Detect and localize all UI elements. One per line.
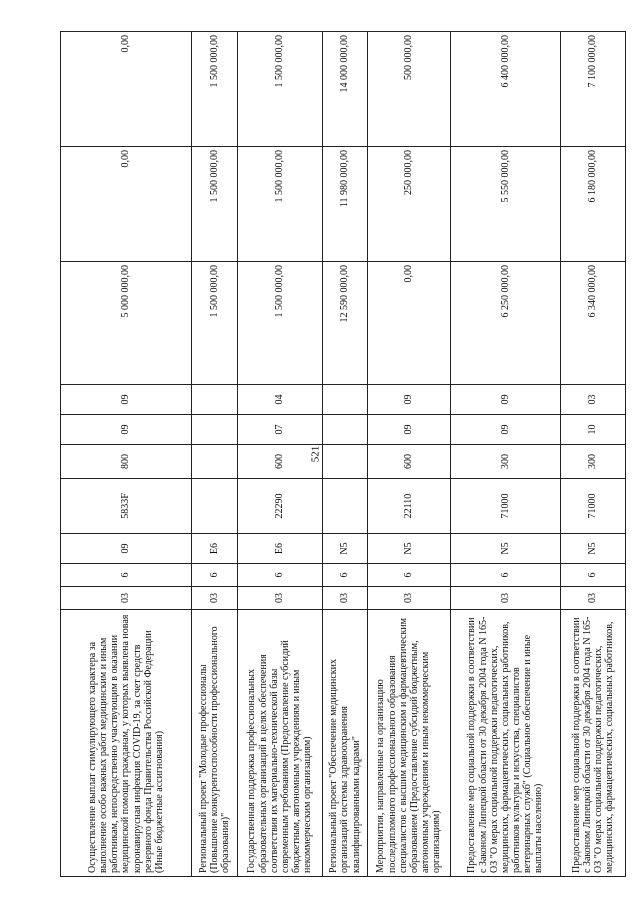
row-value-3: 1 500 000,00 [192, 32, 238, 147]
table-row [323, 32, 368, 877]
row-code-3: E6 [238, 534, 323, 564]
row-code-1: 03 [368, 587, 451, 610]
row-code-3: E6 [192, 534, 238, 564]
row-code-4: 71000 [451, 479, 561, 534]
row-code-6 [323, 415, 368, 445]
row-code-4 [192, 479, 238, 534]
row-name: Осуществление выплат стимулирующего характера за выполнение особо важных работ медицинским и иным работникам, непосредственно участвующим в оказании медицинской помощи гражданам, у которых выявлена новая коронавирусная инфекция COVID-19, за счет средств резервного фонда Правительства Российской Федерации (Иные бюджетные ассигнования) [61, 610, 192, 877]
table-row [561, 32, 626, 877]
row-code-6: 07 [238, 415, 323, 445]
row-value-1: 1 500 000,00 [192, 262, 238, 385]
row-code-3: N5 [368, 534, 451, 564]
row-code-6 [192, 415, 238, 445]
row-code-1: 03 [451, 587, 561, 610]
row-value-3: 7 100 000,00 [561, 32, 626, 147]
row-name: Региональный проект "Обеспечение медицинских организаций системы здравоохранения квалифицированными кадрами" [323, 610, 368, 877]
row-code-5: 600 [368, 445, 451, 479]
row-code-2: 6 [238, 564, 323, 587]
row-code-3: N5 [451, 534, 561, 564]
table-row [368, 32, 451, 877]
row-value-2: 5 550 000,00 [451, 147, 561, 262]
row-code-3: 09 [61, 534, 192, 564]
row-value-2: 250 000,00 [368, 147, 451, 262]
row-code-7: 04 [238, 385, 323, 415]
rotated-table-container [60, 32, 616, 877]
row-value-3: 6 400 000,00 [451, 32, 561, 147]
row-code-7: 03 [561, 385, 626, 415]
row-code-2: 6 [323, 564, 368, 587]
row-code-5: 300 [561, 445, 626, 479]
row-name: Мероприятия, направленные на организацию последипломного профессионального образования специалистов с высшим медицинским и фармацевтическим образованием (Предоставление субсидий бюджетным, автономным учреждениям и иным некоммерческим организациям) [368, 610, 451, 877]
row-name: Государственная поддержка профессиональных образовательных организаций в целях обеспечения соответствия их материально-технической базы современным требованиям (Предоставление субсидий бюджетным, автономным учреждениям и иным некоммерческим организациям) [238, 610, 323, 877]
row-name: Региональный проект "Молодые профессионалы (Повышение конкурентоспособности профессионального образования)" [192, 610, 238, 877]
row-code-7: 09 [61, 385, 192, 415]
table-row [238, 32, 323, 877]
row-code-7 [192, 385, 238, 415]
row-value-3: 500 000,00 [368, 32, 451, 147]
row-code-5: 300 [451, 445, 561, 479]
row-code-5 [192, 445, 238, 479]
row-code-6: 09 [451, 415, 561, 445]
row-code-6: 10 [561, 415, 626, 445]
row-code-2: 6 [561, 564, 626, 587]
table-row [451, 32, 561, 877]
row-code-2: 6 [368, 564, 451, 587]
row-code-4: 22290 [238, 479, 323, 534]
row-value-1: 1 500 000,00 [238, 262, 323, 385]
row-name: Предоставление мер социальной поддержки в соответствии с Законом Липецкой области от 30 декабря 2004 года N 165-ОЗ "О мерах социальной поддержки педагогических, медицинских, фармацевтических, социальных работников, работников культуры и искусства, специалистов ветеринарных служб" (Социальное обеспечение и иные выплаты населению) [451, 610, 561, 877]
row-code-2: 6 [451, 564, 561, 587]
row-value-2: 1 500 000,00 [192, 147, 238, 262]
row-code-1: 03 [61, 587, 192, 610]
row-value-2: 6 180 000,00 [561, 147, 626, 262]
row-code-5: 600 [238, 445, 323, 479]
row-value-3: 0,00 [61, 32, 192, 147]
row-code-1: 03 [561, 587, 626, 610]
row-code-3: N5 [561, 534, 626, 564]
row-value-2: 11 980 000,00 [323, 147, 368, 262]
table-row [61, 32, 192, 877]
row-code-1: 03 [192, 587, 238, 610]
row-value-2: 1 500 000,00 [238, 147, 323, 262]
row-code-4: 5833F [61, 479, 192, 534]
row-code-1: 03 [238, 587, 323, 610]
table-row [192, 32, 238, 877]
row-value-2: 0,00 [61, 147, 192, 262]
row-code-4: 22110 [368, 479, 451, 534]
row-value-1: 12 590 000,00 [323, 262, 368, 385]
row-code-7: 09 [451, 385, 561, 415]
row-value-1: 0,00 [368, 262, 451, 385]
row-value-3: 14 000 000,00 [323, 32, 368, 147]
row-code-5: 800 [61, 445, 192, 479]
row-value-1: 6 340 000,00 [561, 262, 626, 385]
table-body [61, 32, 626, 877]
row-code-1: 03 [323, 587, 368, 610]
row-code-7 [323, 385, 368, 415]
row-code-2: 6 [192, 564, 238, 587]
row-code-4 [323, 479, 368, 534]
page-number: 521 [309, 445, 322, 463]
row-code-7: 09 [368, 385, 451, 415]
row-code-3: N5 [323, 534, 368, 564]
row-code-2: 6 [61, 564, 192, 587]
budget-table [60, 31, 626, 877]
row-value-1: 6 250 000,00 [451, 262, 561, 385]
row-name: Предоставление мер социальной поддержки в соответствии с Законом Липецкой области от 30 декабря 2004 года N 165-ОЗ "О мерах социальной поддержки педагогических, медицинских, фармацевтических, социальных работников, [561, 610, 626, 877]
row-value-1: 5 000 000,00 [61, 262, 192, 385]
row-code-6: 09 [61, 415, 192, 445]
row-code-5 [323, 445, 368, 479]
row-value-3: 1 500 000,00 [238, 32, 323, 147]
row-code-6: 09 [368, 415, 451, 445]
row-code-4: 71000 [561, 479, 626, 534]
